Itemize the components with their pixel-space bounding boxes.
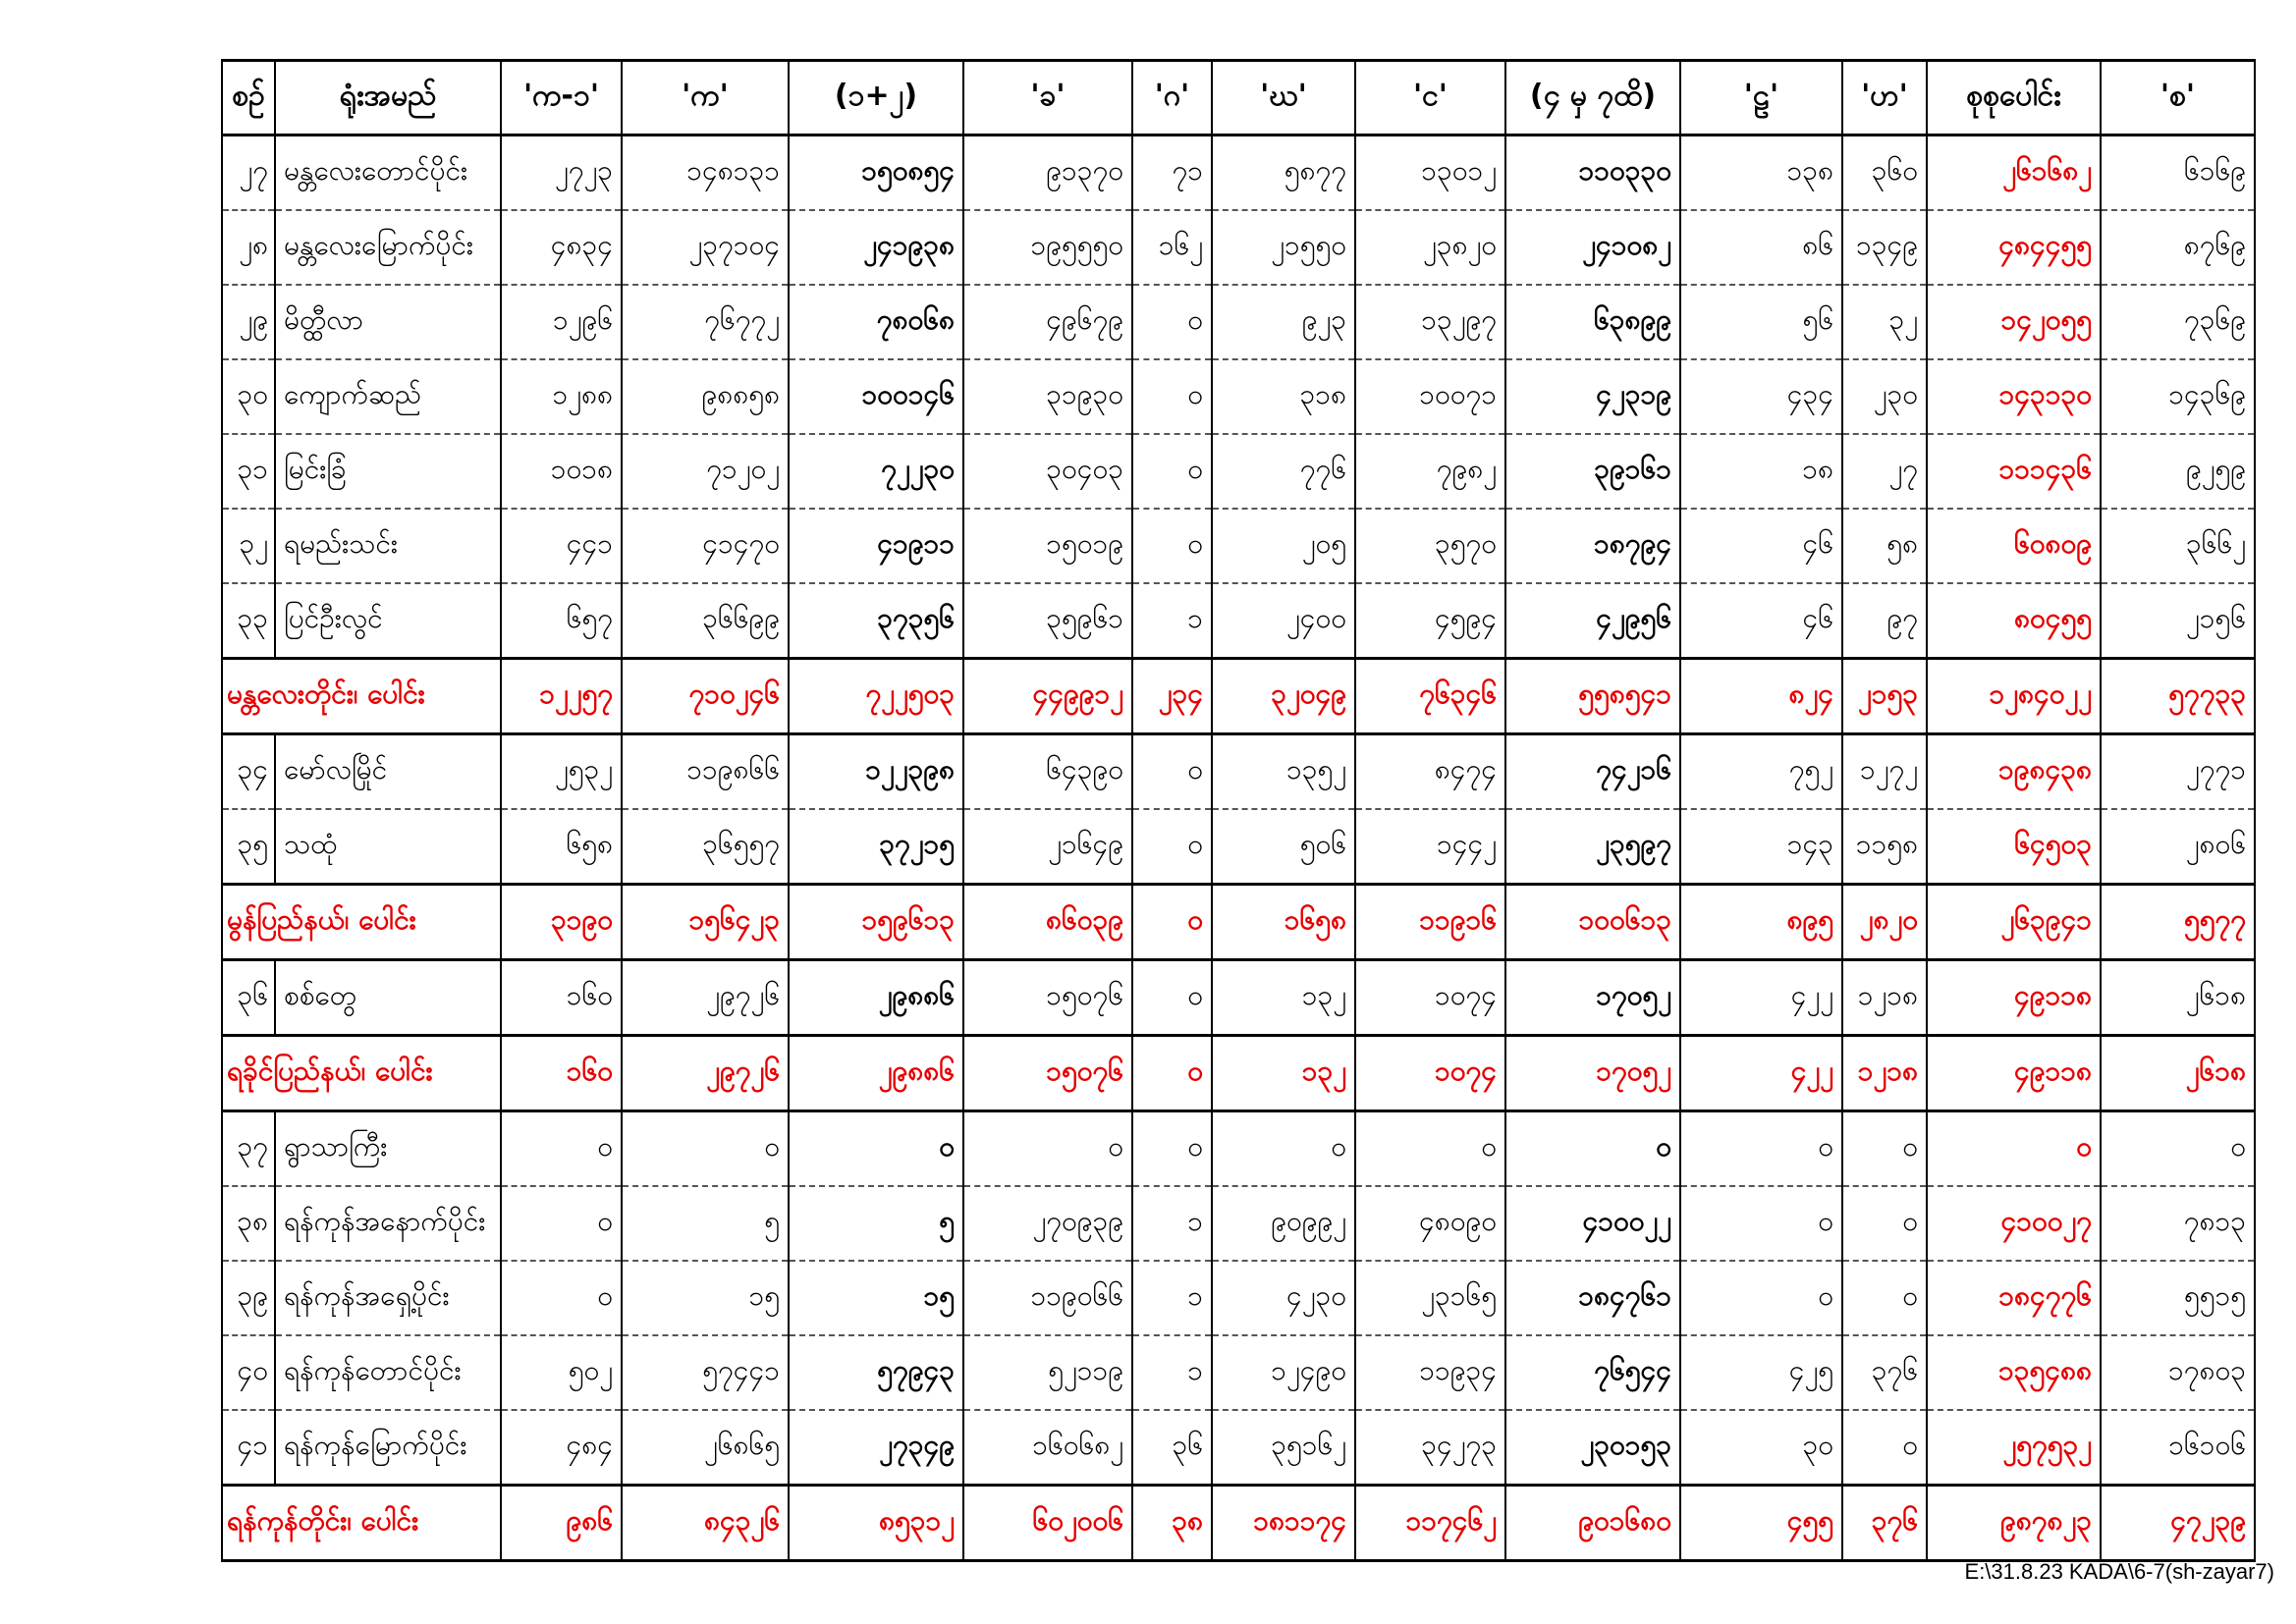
- value-cell: ၄၂၂: [1680, 1036, 1842, 1111]
- value-cell: ၀: [1842, 1186, 1927, 1261]
- value-cell: ၃၂: [1842, 285, 1927, 359]
- value-cell: ၄၉၁၁၈: [1927, 1036, 2101, 1111]
- value-cell: ၂၉၇၂၆: [622, 1036, 789, 1111]
- row-number: ၃၄: [222, 734, 275, 810]
- value-cell: ၄၁၀၀၂၇: [1927, 1186, 2101, 1261]
- value-cell: ၀: [1132, 809, 1212, 885]
- value-cell: ၀: [1680, 1111, 1842, 1187]
- row-number: ၃၁: [222, 434, 275, 509]
- value-cell: ၂၆၁၆၈၂: [1927, 135, 2101, 211]
- value-cell: ၂၇: [1842, 434, 1927, 509]
- value-cell: ၁၂၂၃၉၈: [789, 734, 963, 810]
- value-cell: ၀: [1212, 1111, 1355, 1187]
- value-cell: ၃၉၁၆၁: [1505, 434, 1680, 509]
- value-cell: ၁၀၀၁၄၆: [789, 359, 963, 434]
- value-cell: ၇၃၆၉: [2101, 285, 2255, 359]
- value-cell: ၃၀၄၀၃: [963, 434, 1132, 509]
- value-cell: ၉၀၉၉၂: [1212, 1186, 1355, 1261]
- header-cell: 'ခ': [963, 61, 1132, 135]
- value-cell: ၇၂၂၅၀၃: [789, 659, 963, 734]
- value-cell: ၁၈၄၇၆၁: [1505, 1261, 1680, 1335]
- table-row: [222, 734, 2255, 810]
- value-cell: ၁၁၉၁၆: [1355, 885, 1505, 960]
- value-cell: ၃၆၆၂: [2101, 509, 2255, 583]
- value-cell: ၄၅၉၄: [1355, 583, 1505, 659]
- value-cell: ၀: [1132, 1036, 1212, 1111]
- value-cell: ၁၅၀၇၆: [963, 1036, 1132, 1111]
- header-cell: ရုံးအမည်: [275, 61, 501, 135]
- value-cell: ၉၇: [1842, 583, 1927, 659]
- office-name: မန္တလေးတောင်ပိုင်း: [275, 135, 501, 211]
- value-cell: ၂၉၈၈၆: [789, 960, 963, 1036]
- value-cell: ၀: [2101, 1111, 2255, 1187]
- value-cell: ၁၀၁၈: [501, 434, 622, 509]
- value-cell: ၄၈၄: [501, 1410, 622, 1486]
- row-number: ၄၀: [222, 1335, 275, 1410]
- value-cell: ၁၂၈၈: [501, 359, 622, 434]
- value-cell: ၁၂၄၉၀: [1212, 1335, 1355, 1410]
- value-cell: ၆၃၈၉၉: [1505, 285, 1680, 359]
- value-cell: ၄၂၃၀: [1212, 1261, 1355, 1335]
- value-cell: ၁၅၀၇၆: [963, 960, 1132, 1036]
- value-cell: ၄၆: [1680, 583, 1842, 659]
- value-cell: ၁၄၂၀၅၅: [1927, 285, 2101, 359]
- value-cell: ၉၁၃၇၀: [963, 135, 1132, 211]
- value-cell: ၇၉၈၂: [1355, 434, 1505, 509]
- value-cell: ၁၅၀၁၉: [963, 509, 1132, 583]
- value-cell: ၃၇၂၁၅: [789, 809, 963, 885]
- value-cell: ၄၁၉၁၁: [789, 509, 963, 583]
- value-cell: ၉၀၁၆၈၀: [1505, 1486, 1680, 1561]
- value-cell: ၁၁၇၄၆၂: [1355, 1486, 1505, 1561]
- office-name: ရန်ကုန်အရှေ့ပိုင်း: [275, 1261, 501, 1335]
- value-cell: ၃၆: [1132, 1410, 1212, 1486]
- value-cell: ၂၆၁၈: [2101, 1036, 2255, 1111]
- value-cell: ၂၁၅၃: [1842, 659, 1927, 734]
- value-cell: ၁၀၇၄: [1355, 1036, 1505, 1111]
- value-cell: ၄၃၄: [1680, 359, 1842, 434]
- office-name: မိတ္ထီလာ: [275, 285, 501, 359]
- value-cell: ၆၁၆၉: [2101, 135, 2255, 211]
- value-cell: ၂၇၀၉၃၉: [963, 1186, 1132, 1261]
- value-cell: ၀: [1132, 1111, 1212, 1187]
- value-cell: ၂၆၃၉၄၁: [1927, 885, 2101, 960]
- row-number: ၃၅: [222, 809, 275, 885]
- table-row: [222, 1186, 2255, 1261]
- header-cell: (၄ မှ ၇ထိ): [1505, 61, 1680, 135]
- value-cell: ၁၃၂: [1212, 960, 1355, 1036]
- value-cell: ၅၈: [1842, 509, 1927, 583]
- value-cell: ၄၁၀၀၂၂: [1505, 1186, 1680, 1261]
- header-cell: (၁+၂): [789, 61, 963, 135]
- header-cell: 'ဃ': [1212, 61, 1355, 135]
- value-cell: ၂၁၆၄၉: [963, 809, 1132, 885]
- value-cell: ၁၄၃၁၃၀: [1927, 359, 2101, 434]
- table-row: [222, 809, 2255, 885]
- value-cell: ၄၂၃၁၉: [1505, 359, 1680, 434]
- value-cell: ၄၅၅: [1680, 1486, 1842, 1561]
- value-cell: ၂၄၀၀: [1212, 583, 1355, 659]
- value-cell: ၈၂၄: [1680, 659, 1842, 734]
- value-cell: ၅၂၁၁၉: [963, 1335, 1132, 1410]
- value-cell: ၁၁၉၃၄: [1355, 1335, 1505, 1410]
- office-name: ရန်ကုန်တောင်ပိုင်း: [275, 1335, 501, 1410]
- header-cell: 'က-၁': [501, 61, 622, 135]
- value-cell: ၆၅၇: [501, 583, 622, 659]
- value-cell: ၁၂၁၈: [1842, 960, 1927, 1036]
- value-cell: ၁၆၅၈: [1212, 885, 1355, 960]
- header-cell: 'ဠ': [1680, 61, 1842, 135]
- value-cell: ၁၃၂၉၇: [1355, 285, 1505, 359]
- office-name: ကျောက်ဆည်: [275, 359, 501, 434]
- value-cell: ၅၅၁၅: [2101, 1261, 2255, 1335]
- row-number: ၂၈: [222, 210, 275, 285]
- value-cell: ၅၀၂: [501, 1335, 622, 1410]
- value-cell: ၀: [1355, 1111, 1505, 1187]
- data-table: [221, 59, 2256, 1562]
- value-cell: ၂၈၂၀: [1842, 885, 1927, 960]
- value-cell: ၈၇၆၉: [2101, 210, 2255, 285]
- value-cell: ၃၂၀၄၉: [1212, 659, 1355, 734]
- value-cell: ၉၂၃: [1212, 285, 1355, 359]
- value-cell: ၉၂၅၉: [2101, 434, 2255, 509]
- value-cell: ၂၃၇၁၀၄: [622, 210, 789, 285]
- value-cell: ၃၆၅၅၇: [622, 809, 789, 885]
- value-cell: ၀: [1842, 1111, 1927, 1187]
- row-number: ၃၀: [222, 359, 275, 434]
- value-cell: ၂၁၅၆: [2101, 583, 2255, 659]
- value-cell: ၈၅၃၁၂: [789, 1486, 963, 1561]
- value-cell: ၂၃၅၉၇: [1505, 809, 1680, 885]
- value-cell: ၁၈: [1680, 434, 1842, 509]
- value-cell: ၄၉၆၇၉: [963, 285, 1132, 359]
- header-cell: 'က': [622, 61, 789, 135]
- table-row: [222, 509, 2255, 583]
- value-cell: ၆၄၅၀၃: [1927, 809, 2101, 885]
- row-number: ၃၃: [222, 583, 275, 659]
- row-number: ၃၂: [222, 509, 275, 583]
- office-name: ရမည်းသင်း: [275, 509, 501, 583]
- value-cell: ၇၁၀၂၄၆: [622, 659, 789, 734]
- table-row: [222, 359, 2255, 434]
- subtotal-row: [222, 659, 2255, 734]
- subtotal-label: မွန်ပြည်နယ်၊ ပေါင်း: [222, 885, 501, 960]
- value-cell: ၅၇၇၃၃: [2101, 659, 2255, 734]
- table-row: [222, 135, 2255, 211]
- value-cell: ၄၇၂၃၉: [2101, 1486, 2255, 1561]
- value-cell: ၂၀၅: [1212, 509, 1355, 583]
- value-cell: ၇၇၆: [1212, 434, 1355, 509]
- row-number: ၃၉: [222, 1261, 275, 1335]
- value-cell: ၃၅၁၆၂: [1212, 1410, 1355, 1486]
- value-cell: ၂၆၈၆၅: [622, 1410, 789, 1486]
- value-cell: ၁၉၅၅၅၀: [963, 210, 1132, 285]
- value-cell: ၁၃၄၉: [1842, 210, 1927, 285]
- header-cell: စဉ်: [222, 61, 275, 135]
- value-cell: ၀: [1505, 1111, 1680, 1187]
- subtotal-label: ရန်ကုန်တိုင်း၊ ပေါင်း: [222, 1486, 501, 1561]
- header-cell: စုစုပေါင်း: [1927, 61, 2101, 135]
- value-cell: ၂၉၇၂၆: [622, 960, 789, 1036]
- value-cell: ၄၆: [1680, 509, 1842, 583]
- value-cell: ၈၆၀၃၉: [963, 885, 1132, 960]
- value-cell: ၂၄၁၀၈၂: [1505, 210, 1680, 285]
- value-cell: ၀: [501, 1111, 622, 1187]
- value-cell: ၁: [1132, 1186, 1212, 1261]
- value-cell: ၂၇၇၁: [2101, 734, 2255, 810]
- value-cell: ၃၅၇၀: [1355, 509, 1505, 583]
- value-cell: ၅၅၇၇: [2101, 885, 2255, 960]
- subtotal-label: မန္တလေးတိုင်း၊ ပေါင်း: [222, 659, 501, 734]
- value-cell: ၃၅၉၆၁: [963, 583, 1132, 659]
- value-cell: ၀: [1842, 1410, 1927, 1486]
- value-cell: ၂၆၁၈: [2101, 960, 2255, 1036]
- value-cell: ၂၃၀၁၅၃: [1505, 1410, 1680, 1486]
- value-cell: ၇၁: [1132, 135, 1212, 211]
- value-cell: ၁၈၁၁၇၄: [1212, 1486, 1355, 1561]
- file-path-footer: E:\31.8.23 KADA\6-7(sh-zayar7): [1964, 1559, 2274, 1584]
- table-row: [222, 1111, 2255, 1187]
- value-cell: ၁၈၄၇၇၆: [1927, 1261, 2101, 1335]
- value-cell: ၆၀၂၀၀၆: [963, 1486, 1132, 1561]
- value-cell: ၀: [1680, 1186, 1842, 1261]
- header-cell: 'င': [1355, 61, 1505, 135]
- value-cell: ၃၁၉၃၀: [963, 359, 1132, 434]
- value-cell: ၇၆၃၄၆: [1355, 659, 1505, 734]
- value-cell: ၁၆၀: [501, 1036, 622, 1111]
- value-cell: ၁၂၇၂: [1842, 734, 1927, 810]
- value-cell: ၃၁၉၀: [501, 885, 622, 960]
- value-cell: ၈၀၄၅၅: [1927, 583, 2101, 659]
- office-name: မော်လမြိုင်: [275, 734, 501, 810]
- value-cell: ၆၅၈: [501, 809, 622, 885]
- table-row: [222, 210, 2255, 285]
- value-cell: ၉၈၆: [501, 1486, 622, 1561]
- table-row: [222, 1410, 2255, 1486]
- value-cell: ၁၁၁၄၃၆: [1927, 434, 2101, 509]
- value-cell: ၂၅၃၂: [501, 734, 622, 810]
- value-cell: ၉၈၈၅၈: [622, 359, 789, 434]
- value-cell: ၇၅၂: [1680, 734, 1842, 810]
- value-cell: ၀: [1680, 1261, 1842, 1335]
- value-cell: ၁၅၉၆၁၃: [789, 885, 963, 960]
- table-row: [222, 285, 2255, 359]
- value-cell: ၀: [1132, 509, 1212, 583]
- value-cell: ၉၈၇၈၂၃: [1927, 1486, 2101, 1561]
- value-cell: ၇၈၀၆၈: [789, 285, 963, 359]
- value-cell: ၁၇၈၀၃: [2101, 1335, 2255, 1410]
- value-cell: ၂၈၀၆: [2101, 809, 2255, 885]
- office-name: စစ်တွေ: [275, 960, 501, 1036]
- value-cell: ၃၀: [1680, 1410, 1842, 1486]
- value-cell: ၁: [1132, 1335, 1212, 1410]
- value-cell: ၁၁၅၈: [1842, 809, 1927, 885]
- value-cell: ၄၄၁: [501, 509, 622, 583]
- table-row: [222, 960, 2255, 1036]
- value-cell: ၁၃၂: [1212, 1036, 1355, 1111]
- value-cell: ၈၆: [1680, 210, 1842, 285]
- header-row: [222, 61, 2255, 135]
- value-cell: ၁၀၀၆၁၃: [1505, 885, 1680, 960]
- value-cell: ၃၇၃၅၆: [789, 583, 963, 659]
- row-number: ၃၆: [222, 960, 275, 1036]
- value-cell: ၅၆: [1680, 285, 1842, 359]
- value-cell: ၂၃၄: [1132, 659, 1212, 734]
- value-cell: ၁၅၀၈၅၄: [789, 135, 963, 211]
- header-cell: 'ဂ': [1132, 61, 1212, 135]
- value-cell: ၂၃၁၆၅: [1355, 1261, 1505, 1335]
- value-cell: ၁၁၉၈၆၆: [622, 734, 789, 810]
- value-cell: ၄၂၅: [1680, 1335, 1842, 1410]
- office-name: သထုံ: [275, 809, 501, 885]
- value-cell: ၅၇၄၄၁: [622, 1335, 789, 1410]
- row-number: ၄၁: [222, 1410, 275, 1486]
- value-cell: ၁၉၈၄၃၈: [1927, 734, 2101, 810]
- header-cell: 'ဟ': [1842, 61, 1927, 135]
- value-cell: ၅၀၆: [1212, 809, 1355, 885]
- value-cell: ၀: [789, 1111, 963, 1187]
- value-cell: ၁၄၄၂: [1355, 809, 1505, 885]
- value-cell: ၂၇၂၃: [501, 135, 622, 211]
- value-cell: ၄၂၉၅၆: [1505, 583, 1680, 659]
- value-cell: ၀: [1132, 434, 1212, 509]
- value-cell: ၁၆၀၆၈၂: [963, 1410, 1132, 1486]
- value-cell: ၁၂၂၅၇: [501, 659, 622, 734]
- value-cell: ၆၀၈၀၉: [1927, 509, 2101, 583]
- value-cell: ၇၂၂၃၀: [789, 434, 963, 509]
- value-cell: ၁၆၀: [501, 960, 622, 1036]
- value-cell: ၁၃၅၄၈၈: [1927, 1335, 2101, 1410]
- subtotal-label: ရခိုင်ပြည်နယ်၊ ပေါင်း: [222, 1036, 501, 1111]
- value-cell: ၁၆၁၀၆: [2101, 1410, 2255, 1486]
- value-cell: ၇၁၂၀၂: [622, 434, 789, 509]
- office-name: ရန်ကုန်အနောက်ပိုင်း: [275, 1186, 501, 1261]
- value-cell: ၁၃၅၂: [1212, 734, 1355, 810]
- value-cell: ၅၇၉၄၃: [789, 1335, 963, 1410]
- value-cell: ၃၆၆၉၉: [622, 583, 789, 659]
- value-cell: ၀: [1842, 1261, 1927, 1335]
- office-name: ရန်ကုန်မြောက်ပိုင်း: [275, 1410, 501, 1486]
- value-cell: ၁၆၂: [1132, 210, 1212, 285]
- value-cell: ၃၇၆: [1842, 1335, 1927, 1410]
- value-cell: ၁၅၆၄၂၃: [622, 885, 789, 960]
- subtotal-row: [222, 885, 2255, 960]
- value-cell: ၄၄၉၉၁၂: [963, 659, 1132, 734]
- value-cell: ၁၄၈၁၃၁: [622, 135, 789, 211]
- value-cell: ၀: [1927, 1111, 2101, 1187]
- value-cell: ၀: [501, 1186, 622, 1261]
- value-cell: ၀: [1132, 359, 1212, 434]
- value-cell: ၆၄၃၉၀: [963, 734, 1132, 810]
- table-body: [222, 135, 2255, 1561]
- value-cell: ၈၄၇၄: [1355, 734, 1505, 810]
- office-name: ရွာသာကြီး: [275, 1111, 501, 1187]
- value-cell: ၃၈: [1132, 1486, 1212, 1561]
- value-cell: ၁၄၃: [1680, 809, 1842, 885]
- subtotal-row: [222, 1486, 2255, 1561]
- value-cell: ၄၈၃၄: [501, 210, 622, 285]
- value-cell: ၄၉၁၁၈: [1927, 960, 2101, 1036]
- value-cell: ၁: [1132, 1261, 1212, 1335]
- row-number: ၃၈: [222, 1186, 275, 1261]
- value-cell: ၁၂၈၄၀၂၂: [1927, 659, 2101, 734]
- value-cell: ၀: [1132, 885, 1212, 960]
- value-cell: ၁၅: [622, 1261, 789, 1335]
- value-cell: ၁၂၉၆: [501, 285, 622, 359]
- value-cell: ၀: [963, 1111, 1132, 1187]
- value-cell: ၂၃၈၂၀: [1355, 210, 1505, 285]
- value-cell: ၇၈၁၃: [2101, 1186, 2255, 1261]
- value-cell: ၁၀၇၄: [1355, 960, 1505, 1036]
- row-number: ၂၉: [222, 285, 275, 359]
- value-cell: ၈၉၅: [1680, 885, 1842, 960]
- value-cell: ၇၄၂၁၆: [1505, 734, 1680, 810]
- table-row: [222, 1335, 2255, 1410]
- office-name: ပြင်ဦးလွင်: [275, 583, 501, 659]
- table-row: [222, 434, 2255, 509]
- value-cell: ၄၁၄၇၀: [622, 509, 789, 583]
- value-cell: ၄၂၂: [1680, 960, 1842, 1036]
- value-cell: ၁၄၃၆၉: [2101, 359, 2255, 434]
- value-cell: ၁၁၉၀၆၆: [963, 1261, 1132, 1335]
- value-cell: ၁၁၀၃၃၀: [1505, 135, 1680, 211]
- value-cell: ၅၅၈၅၄၁: [1505, 659, 1680, 734]
- value-cell: ၁၂၁၈: [1842, 1036, 1927, 1111]
- table-row: [222, 583, 2255, 659]
- value-cell: ၈၄၃၂၆: [622, 1486, 789, 1561]
- value-cell: ၁: [1132, 583, 1212, 659]
- row-number: ၃၇: [222, 1111, 275, 1187]
- value-cell: ၂၅၇၅၃၂: [1927, 1410, 2101, 1486]
- value-cell: ၃၄၂၇၃: [1355, 1410, 1505, 1486]
- header-cell: 'စ': [2101, 61, 2255, 135]
- value-cell: ၃၆၀: [1842, 135, 1927, 211]
- value-cell: ၁၃၈: [1680, 135, 1842, 211]
- row-number: ၂၇: [222, 135, 275, 211]
- value-cell: ၂၇၃၄၉: [789, 1410, 963, 1486]
- office-name: မြင်းခြံ: [275, 434, 501, 509]
- value-cell: ၂၃၀: [1842, 359, 1927, 434]
- value-cell: ၁၇၀၅၂: [1505, 1036, 1680, 1111]
- value-cell: ၂၄၁၉၃၈: [789, 210, 963, 285]
- table-row: [222, 1261, 2255, 1335]
- value-cell: ၄၈၀၉၀: [1355, 1186, 1505, 1261]
- office-name: မန္တလေးမြောက်ပိုင်း: [275, 210, 501, 285]
- value-cell: ၀: [1132, 285, 1212, 359]
- value-cell: ၅၈၇၇: [1212, 135, 1355, 211]
- value-cell: ၇၆၇၇၂: [622, 285, 789, 359]
- value-cell: ၁၅: [789, 1261, 963, 1335]
- value-cell: ၀: [501, 1261, 622, 1335]
- value-cell: ၃၇၆: [1842, 1486, 1927, 1561]
- value-cell: ၁၀၀၇၁: [1355, 359, 1505, 434]
- value-cell: ၂၉၈၈၆: [789, 1036, 963, 1111]
- value-cell: ၇၆၅၄၄: [1505, 1335, 1680, 1410]
- value-cell: ၅: [622, 1186, 789, 1261]
- value-cell: ၂၁၅၅၀: [1212, 210, 1355, 285]
- value-cell: ၀: [1132, 960, 1212, 1036]
- value-cell: ၀: [622, 1111, 789, 1187]
- value-cell: ၁၇၀၅၂: [1505, 960, 1680, 1036]
- value-cell: ၃၁၈: [1212, 359, 1355, 434]
- subtotal-row: [222, 1036, 2255, 1111]
- value-cell: ၄၈၄၄၅၅: [1927, 210, 2101, 285]
- value-cell: ၀: [1132, 734, 1212, 810]
- value-cell: ၅: [789, 1186, 963, 1261]
- value-cell: ၁၃၀၁၂: [1355, 135, 1505, 211]
- value-cell: ၁၈၇၉၄: [1505, 509, 1680, 583]
